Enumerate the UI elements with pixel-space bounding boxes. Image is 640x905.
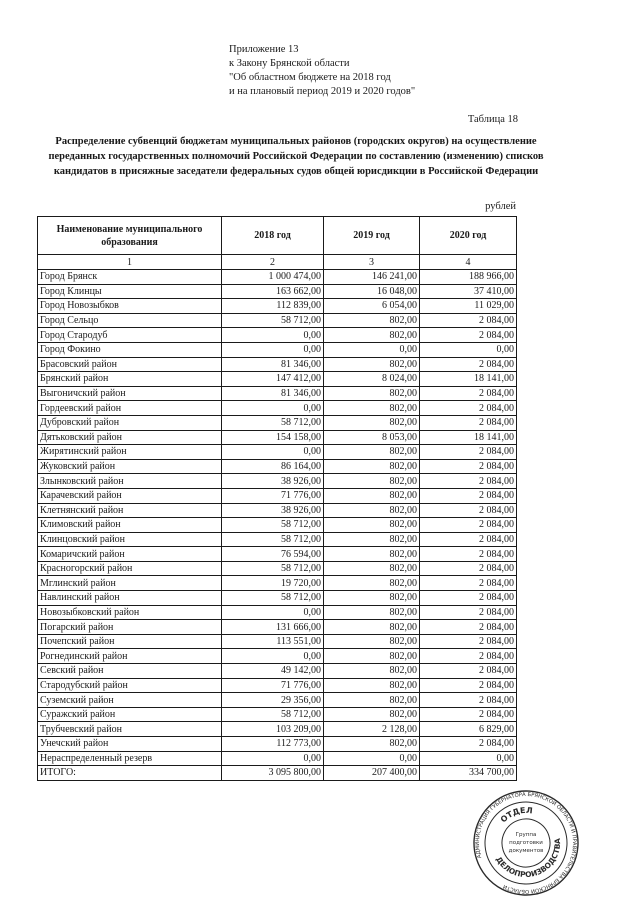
law-reference: к Закону Брянской области bbox=[229, 58, 350, 69]
amount-2018-cell: 0,00 bbox=[222, 649, 324, 664]
table-row bbox=[38, 737, 517, 752]
amount-2018-cell: 0,00 bbox=[222, 401, 324, 416]
amount-2019-cell: 802,00 bbox=[324, 503, 420, 518]
subventions-table bbox=[37, 216, 517, 781]
table-row bbox=[38, 284, 517, 299]
amount-2019-cell: 802,00 bbox=[324, 664, 420, 679]
amount-2019-cell: 802,00 bbox=[324, 561, 420, 576]
official-stamp bbox=[462, 790, 590, 897]
table-row bbox=[38, 401, 517, 416]
amount-2018-cell: 147 412,00 bbox=[222, 372, 324, 387]
municipality-cell: Клетнянский район bbox=[38, 503, 222, 518]
table-row bbox=[38, 415, 517, 430]
municipality-cell: Жуковский район bbox=[38, 459, 222, 474]
municipality-cell: Брянский район bbox=[38, 372, 222, 387]
amount-2020-cell: 2 084,00 bbox=[420, 518, 517, 533]
amount-2019-cell: 802,00 bbox=[324, 591, 420, 606]
amount-2018-cell: 3 095 800,00 bbox=[222, 766, 324, 781]
amount-2019-cell: 8 053,00 bbox=[324, 430, 420, 445]
amount-2020-cell: 2 084,00 bbox=[420, 649, 517, 664]
municipality-cell: Стародубский район bbox=[38, 678, 222, 693]
amount-2020-cell: 2 084,00 bbox=[420, 532, 517, 547]
column-header-municipality: Наименование муниципального образования bbox=[38, 217, 222, 255]
amount-2020-cell: 2 084,00 bbox=[420, 664, 517, 679]
municipality-cell: Суземский район bbox=[38, 693, 222, 708]
stamp-office-text: ДЕЛОПРОИЗВОДСТВА bbox=[494, 837, 563, 880]
table-row bbox=[38, 532, 517, 547]
amount-2019-cell: 6 054,00 bbox=[324, 299, 420, 314]
amount-2020-cell: 334 700,00 bbox=[420, 766, 517, 781]
amount-2019-cell: 16 048,00 bbox=[324, 284, 420, 299]
table-row bbox=[38, 299, 517, 314]
table-row bbox=[38, 576, 517, 591]
amount-2018-cell: 58 712,00 bbox=[222, 561, 324, 576]
municipality-cell: Красногорский район bbox=[38, 561, 222, 576]
table-row bbox=[38, 547, 517, 562]
municipality-cell: Дятьковский район bbox=[38, 430, 222, 445]
amount-2020-cell: 2 084,00 bbox=[420, 459, 517, 474]
table-row bbox=[38, 386, 517, 401]
amount-2020-cell: 2 084,00 bbox=[420, 401, 517, 416]
municipality-cell: Клинцовский район bbox=[38, 532, 222, 547]
stamp-center-line-1: Группа bbox=[515, 832, 537, 838]
amount-2018-cell: 0,00 bbox=[222, 605, 324, 620]
municipality-cell: Брасовский район bbox=[38, 357, 222, 372]
amount-2019-cell: 802,00 bbox=[324, 620, 420, 635]
table-row bbox=[38, 357, 517, 372]
amount-2019-cell: 802,00 bbox=[324, 649, 420, 664]
amount-2018-cell: 0,00 bbox=[222, 328, 324, 343]
units-label: рублей bbox=[485, 201, 516, 212]
amount-2018-cell: 58 712,00 bbox=[222, 532, 324, 547]
amount-2019-cell: 8 024,00 bbox=[324, 372, 420, 387]
table-row bbox=[38, 620, 517, 635]
column-number: 4 bbox=[420, 255, 517, 270]
amount-2019-cell: 146 241,00 bbox=[324, 270, 420, 285]
amount-2018-cell: 81 346,00 bbox=[222, 357, 324, 372]
amount-2020-cell: 18 141,00 bbox=[420, 372, 517, 387]
column-header-2019: 2019 год bbox=[324, 217, 420, 255]
table-row bbox=[38, 313, 517, 328]
table-row bbox=[38, 328, 517, 343]
column-header-2018: 2018 год bbox=[222, 217, 324, 255]
amount-2018-cell: 58 712,00 bbox=[222, 707, 324, 722]
municipality-cell: Климовский район bbox=[38, 518, 222, 533]
column-number: 2 bbox=[222, 255, 324, 270]
table-row bbox=[38, 634, 517, 649]
municipality-cell: Комаричский район bbox=[38, 547, 222, 562]
amount-2019-cell: 802,00 bbox=[324, 547, 420, 562]
municipality-cell: Злынковский район bbox=[38, 474, 222, 489]
amount-2018-cell: 19 720,00 bbox=[222, 576, 324, 591]
amount-2020-cell: 2 084,00 bbox=[420, 737, 517, 752]
column-number-row bbox=[38, 255, 517, 270]
municipality-cell: Город Фокино bbox=[38, 342, 222, 357]
amount-2020-cell: 2 084,00 bbox=[420, 313, 517, 328]
municipality-cell: Город Клинцы bbox=[38, 284, 222, 299]
amount-2018-cell: 0,00 bbox=[222, 342, 324, 357]
amount-2020-cell: 0,00 bbox=[420, 751, 517, 766]
municipality-cell: Выгоничский район bbox=[38, 386, 222, 401]
amount-2020-cell: 2 084,00 bbox=[420, 634, 517, 649]
municipality-cell: Город Стародуб bbox=[38, 328, 222, 343]
table-row bbox=[38, 678, 517, 693]
table-label: Таблица 18 bbox=[467, 114, 518, 125]
amount-2018-cell: 58 712,00 bbox=[222, 591, 324, 606]
amount-2019-cell: 802,00 bbox=[324, 445, 420, 460]
amount-2018-cell: 103 209,00 bbox=[222, 722, 324, 737]
amount-2020-cell: 2 084,00 bbox=[420, 386, 517, 401]
amount-2019-cell: 802,00 bbox=[324, 634, 420, 649]
amount-2020-cell: 2 084,00 bbox=[420, 488, 517, 503]
municipality-cell: Город Брянск bbox=[38, 270, 222, 285]
table-row bbox=[38, 707, 517, 722]
amount-2020-cell: 2 084,00 bbox=[420, 474, 517, 489]
table-row bbox=[38, 518, 517, 533]
amount-2019-cell: 802,00 bbox=[324, 532, 420, 547]
amount-2019-cell: 802,00 bbox=[324, 678, 420, 693]
table-row bbox=[38, 693, 517, 708]
table-row bbox=[38, 751, 517, 766]
table-row bbox=[38, 649, 517, 664]
table-row bbox=[38, 342, 517, 357]
amount-2018-cell: 71 776,00 bbox=[222, 488, 324, 503]
amount-2019-cell: 2 128,00 bbox=[324, 722, 420, 737]
document-header bbox=[229, 43, 415, 99]
amount-2020-cell: 2 084,00 bbox=[420, 620, 517, 635]
amount-2019-cell: 802,00 bbox=[324, 415, 420, 430]
amount-2018-cell: 112 839,00 bbox=[222, 299, 324, 314]
amount-2018-cell: 38 926,00 bbox=[222, 474, 324, 489]
amount-2019-cell: 802,00 bbox=[324, 693, 420, 708]
municipality-cell: Почепский район bbox=[38, 634, 222, 649]
amount-2019-cell: 802,00 bbox=[324, 328, 420, 343]
municipality-cell: Дубровский район bbox=[38, 415, 222, 430]
table-row bbox=[38, 488, 517, 503]
amount-2019-cell: 0,00 bbox=[324, 751, 420, 766]
amount-2019-cell: 802,00 bbox=[324, 605, 420, 620]
amount-2020-cell: 11 029,00 bbox=[420, 299, 517, 314]
amount-2019-cell: 802,00 bbox=[324, 386, 420, 401]
amount-2018-cell: 86 164,00 bbox=[222, 459, 324, 474]
amount-2020-cell: 2 084,00 bbox=[420, 415, 517, 430]
table-row bbox=[38, 722, 517, 737]
municipality-cell: Город Сельцо bbox=[38, 313, 222, 328]
amount-2018-cell: 0,00 bbox=[222, 445, 324, 460]
stamp-center-line-3: документов bbox=[508, 848, 544, 854]
amount-2020-cell: 0,00 bbox=[420, 342, 517, 357]
stamp-ring-text: АДМИНИСТРАЦИЯ ГУБЕРНАТОРА БРЯНСКОЙ ОБЛАСТИ И ПРАВИТЕЛЬСТВА БРЯНСКОЙ ОБЛАСТИ bbox=[474, 791, 578, 895]
table-body bbox=[38, 270, 517, 781]
amount-2020-cell: 37 410,00 bbox=[420, 284, 517, 299]
municipality-cell: Севский район bbox=[38, 664, 222, 679]
amount-2019-cell: 0,00 bbox=[324, 342, 420, 357]
amount-2019-cell: 802,00 bbox=[324, 357, 420, 372]
law-title-line-1: "Об областном бюджете на 2018 год bbox=[229, 72, 391, 83]
amount-2018-cell: 29 356,00 bbox=[222, 693, 324, 708]
municipality-cell: Унечский район bbox=[38, 737, 222, 752]
table-row bbox=[38, 459, 517, 474]
amount-2018-cell: 0,00 bbox=[222, 751, 324, 766]
table-row bbox=[38, 445, 517, 460]
total-row bbox=[38, 766, 517, 781]
amount-2019-cell: 802,00 bbox=[324, 707, 420, 722]
appendix-number: Приложение 13 bbox=[229, 44, 299, 55]
amount-2020-cell: 2 084,00 bbox=[420, 547, 517, 562]
amount-2018-cell: 76 594,00 bbox=[222, 547, 324, 562]
amount-2018-cell: 38 926,00 bbox=[222, 503, 324, 518]
table-row bbox=[38, 430, 517, 445]
amount-2020-cell: 2 084,00 bbox=[420, 328, 517, 343]
amount-2018-cell: 58 712,00 bbox=[222, 313, 324, 328]
amount-2020-cell: 2 084,00 bbox=[420, 707, 517, 722]
municipality-cell: Суражский район bbox=[38, 707, 222, 722]
table-row bbox=[38, 270, 517, 285]
amount-2018-cell: 49 142,00 bbox=[222, 664, 324, 679]
amount-2018-cell: 58 712,00 bbox=[222, 415, 324, 430]
municipality-cell: Карачевский район bbox=[38, 488, 222, 503]
stamp-center-line-2: подготовки bbox=[509, 840, 543, 846]
municipality-cell: ИТОГО: bbox=[38, 766, 222, 781]
amount-2018-cell: 113 551,00 bbox=[222, 634, 324, 649]
amount-2019-cell: 802,00 bbox=[324, 313, 420, 328]
amount-2018-cell: 71 776,00 bbox=[222, 678, 324, 693]
amount-2018-cell: 1 000 474,00 bbox=[222, 270, 324, 285]
municipality-cell: Новозыбковский район bbox=[38, 605, 222, 620]
amount-2019-cell: 802,00 bbox=[324, 401, 420, 416]
amount-2020-cell: 2 084,00 bbox=[420, 678, 517, 693]
municipality-cell: Жирятинский район bbox=[38, 445, 222, 460]
amount-2019-cell: 802,00 bbox=[324, 474, 420, 489]
amount-2019-cell: 802,00 bbox=[324, 518, 420, 533]
table-row bbox=[38, 503, 517, 518]
amount-2018-cell: 112 773,00 bbox=[222, 737, 324, 752]
municipality-cell: Погарский район bbox=[38, 620, 222, 635]
document-title: Распределение субвенций бюджетам муниципальных районов (городских округов) на осуществление переданных государственных полномочий Российской Федерации по составлению (изменению) списков кандидатов в присяжные заседатели федеральных судов общей юрисдикции в Российской Федерации bbox=[48, 136, 544, 177]
amount-2020-cell: 18 141,00 bbox=[420, 430, 517, 445]
column-number: 3 bbox=[324, 255, 420, 270]
table-row bbox=[38, 474, 517, 489]
amount-2019-cell: 802,00 bbox=[324, 576, 420, 591]
table-row bbox=[38, 605, 517, 620]
amount-2020-cell: 2 084,00 bbox=[420, 693, 517, 708]
amount-2020-cell: 2 084,00 bbox=[420, 445, 517, 460]
table-row bbox=[38, 372, 517, 387]
amount-2020-cell: 2 084,00 bbox=[420, 561, 517, 576]
amount-2018-cell: 58 712,00 bbox=[222, 518, 324, 533]
amount-2018-cell: 154 158,00 bbox=[222, 430, 324, 445]
table-row bbox=[38, 664, 517, 679]
amount-2019-cell: 802,00 bbox=[324, 737, 420, 752]
table-header-row bbox=[38, 217, 517, 255]
stamp-department-text: ОТДЕЛ bbox=[498, 805, 534, 825]
amount-2019-cell: 802,00 bbox=[324, 459, 420, 474]
amount-2018-cell: 81 346,00 bbox=[222, 386, 324, 401]
amount-2018-cell: 131 666,00 bbox=[222, 620, 324, 635]
amount-2018-cell: 163 662,00 bbox=[222, 284, 324, 299]
amount-2020-cell: 2 084,00 bbox=[420, 605, 517, 620]
table-row bbox=[38, 591, 517, 606]
municipality-cell: Мглинский район bbox=[38, 576, 222, 591]
municipality-cell: Гордеевский район bbox=[38, 401, 222, 416]
municipality-cell: Город Новозыбков bbox=[38, 299, 222, 314]
amount-2020-cell: 2 084,00 bbox=[420, 357, 517, 372]
column-number: 1 bbox=[38, 255, 222, 270]
column-header-2020: 2020 год bbox=[420, 217, 517, 255]
municipality-cell: Навлинский район bbox=[38, 591, 222, 606]
municipality-cell: Трубчевский район bbox=[38, 722, 222, 737]
amount-2020-cell: 2 084,00 bbox=[420, 591, 517, 606]
amount-2019-cell: 207 400,00 bbox=[324, 766, 420, 781]
table-row bbox=[38, 561, 517, 576]
law-title-line-2: и на плановый период 2019 и 2020 годов" bbox=[229, 86, 416, 97]
amount-2020-cell: 2 084,00 bbox=[420, 503, 517, 518]
amount-2020-cell: 6 829,00 bbox=[420, 722, 517, 737]
municipality-cell: Нераспределенный резерв bbox=[38, 751, 222, 766]
municipality-cell: Рогнединский район bbox=[38, 649, 222, 664]
amount-2020-cell: 2 084,00 bbox=[420, 576, 517, 591]
amount-2020-cell: 188 966,00 bbox=[420, 270, 517, 285]
amount-2019-cell: 802,00 bbox=[324, 488, 420, 503]
